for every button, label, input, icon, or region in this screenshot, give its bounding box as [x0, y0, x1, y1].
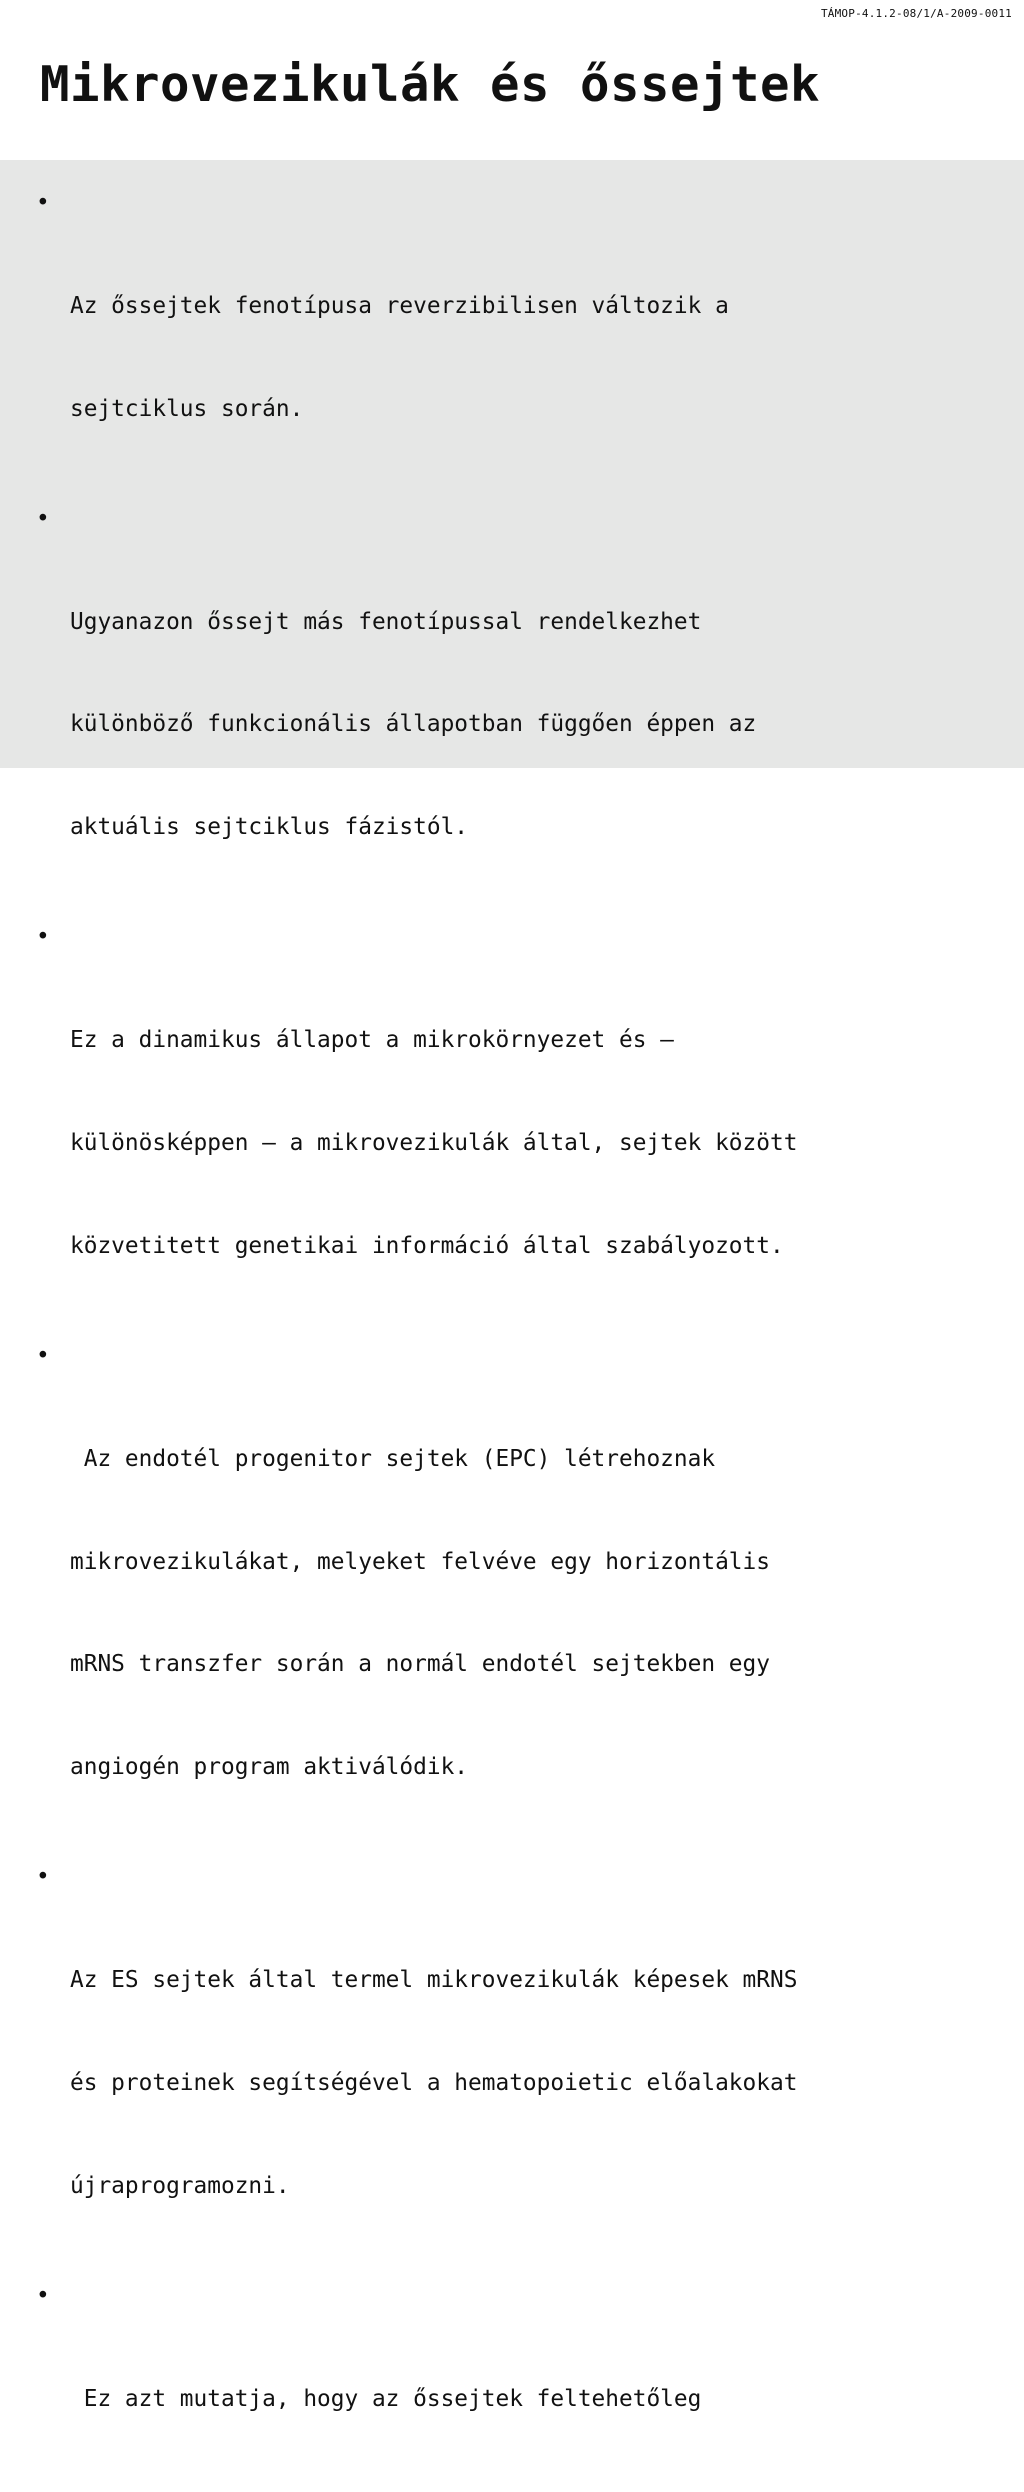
- bullet-line: Az őssejtek fenotípusa reverzibilisen változik a: [70, 292, 729, 319]
- bullet-line: Ugyanazon őssejt más fenotípussal rendelkezhet: [70, 608, 702, 635]
- bullet-line: Ez a dinamikus állapot a mikrokörnyezet és –: [70, 1027, 674, 1054]
- bullet-line: Ez azt mutatja, hogy az őssejtek feltehetőleg: [70, 2385, 702, 2412]
- bullet-item: [36, 920, 1006, 1332]
- bullet-line: különösképpen – a mikrovezikulák által, sejtek között: [70, 1130, 798, 1157]
- bullet-item: [36, 186, 1006, 495]
- bullet-dot: •: [36, 2282, 50, 2309]
- bullet-dot: •: [36, 190, 50, 216]
- bullet-dot: •: [36, 1864, 50, 1891]
- bullet-line: és proteinek segítségével a hematopoietic előalakokat: [70, 2070, 798, 2097]
- bullet-dot: •: [36, 924, 50, 951]
- bullet-dot: •: [36, 505, 50, 532]
- bullet-line: angiogén program aktiválódik.: [70, 1754, 469, 1781]
- bullet-item: [36, 1860, 1006, 2272]
- bullet-dot: •: [36, 1342, 50, 1369]
- bullet-line: mikrovezikulákat, melyeket felvéve egy horizontális: [70, 1548, 770, 1575]
- bullet-line: aktuális sejtciklus fázistól.: [70, 814, 469, 841]
- slide-title: Mikrovezikulák és őssejtek: [40, 56, 821, 113]
- bullet-line: különböző funkcionális állapotban függően éppen az: [70, 711, 757, 738]
- slide-header: [0, 0, 1024, 160]
- bullet-list: [36, 186, 1006, 2492]
- slide-content: [0, 160, 1024, 2412]
- project-code: TÁMOP-4.1.2-08/1/A-2009-0011: [820, 7, 1012, 20]
- bullet-line: Az endotél progenitor sejtek (EPC) létrehoznak: [70, 1445, 716, 1472]
- bullet-line: sejtciklus során.: [70, 395, 304, 422]
- bullet-item: [36, 502, 1006, 914]
- bullet-line: közvetitett genetikai információ által szabályozott.: [70, 1232, 784, 1259]
- bullet-item: [36, 2279, 1006, 2485]
- bullet-line: mRNS transzfer során a normál endotél sejtekben egy: [70, 1651, 770, 1678]
- bullet-line: Az ES sejtek által termel mikrovezikulák képesek mRNS: [70, 1967, 798, 1994]
- bullet-item: [36, 1339, 1006, 1853]
- bullet-line: újraprogramozni.: [70, 2172, 290, 2199]
